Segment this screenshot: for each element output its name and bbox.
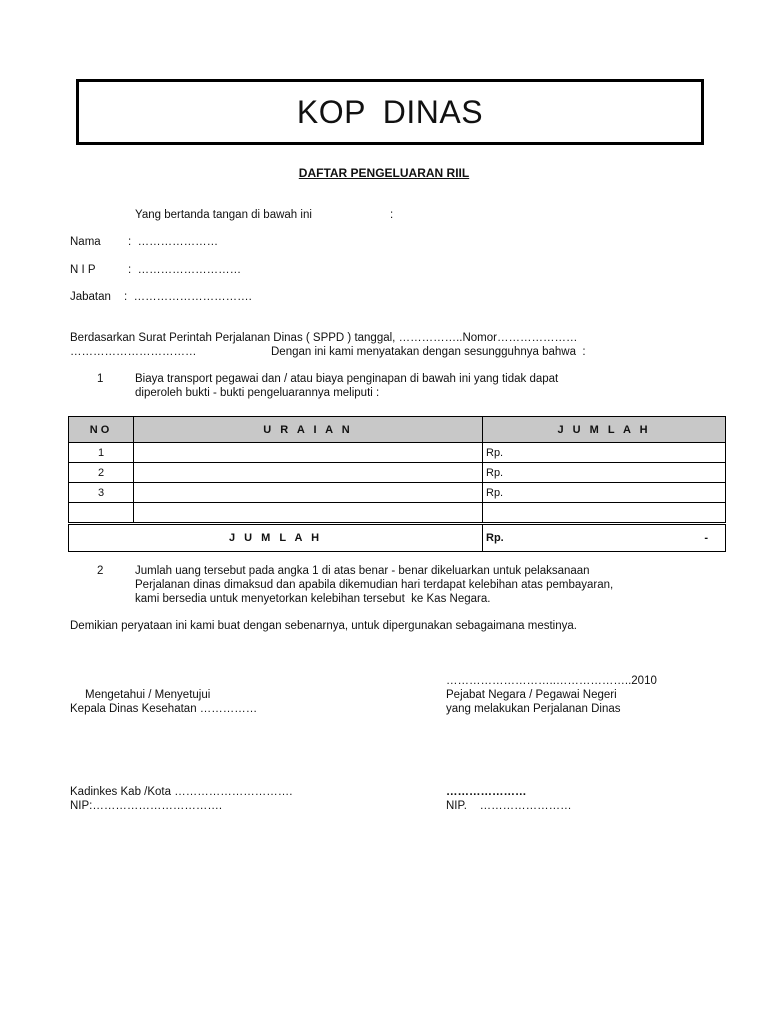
total-value: - — [704, 532, 708, 544]
row-no: 3 — [69, 483, 134, 503]
total-amount-cell — [483, 524, 726, 552]
kop-dinas-text: KOP DINAS — [296, 93, 484, 130]
point1-line1: Biaya transport pegawai dan / atau biaya penginapan di bawah ini yang tidak dapat — [135, 373, 559, 385]
table-row — [69, 443, 726, 463]
row-uraian — [134, 463, 483, 483]
row-no: 1 — [69, 443, 134, 463]
left-signer-name: Kadinkes Kab /Kota …………………………. — [70, 786, 293, 798]
header-uraian: U R A I A N — [134, 417, 483, 443]
point2-line1: Jumlah uang tersebut pada angka 1 di atas benar - benar dikeluarkan untuk pelaksanaan — [135, 565, 590, 577]
table-row — [69, 503, 726, 524]
document-title: DAFTAR PENGELUARAN RIIL — [298, 166, 470, 180]
jabatan-label: Jabatan — [70, 291, 111, 303]
right-signer-name: ………………… — [446, 786, 527, 798]
header-jumlah: J U M L A H — [483, 417, 726, 443]
table-row — [69, 483, 726, 503]
nama-value: : ………………… — [128, 236, 219, 248]
sppd-line: Berdasarkan Surat Perintah Perjalanan Dinas ( SPPD ) tanggal, ……………..Nomor………………… — [70, 332, 578, 344]
row-no: 2 — [69, 463, 134, 483]
row-jumlah: Rp. — [483, 483, 726, 503]
row-jumlah: Rp. — [483, 463, 726, 483]
kop-dinas-box — [76, 79, 704, 145]
point2-line3: kami bersedia untuk menyetorkan kelebihan tersebut ke Kas Negara. — [135, 593, 491, 605]
opening-text: Yang bertanda tangan di bawah ini — [135, 209, 312, 221]
point1-line2: diperoleh bukti - bukti pengeluarannya meliputi : — [135, 387, 380, 399]
closing-statement: Demikian peryataan ini kami buat dengan sebenarnya, untuk dipergunakan sebagaimana mestinya. — [70, 620, 577, 632]
total-label: J U M L A H — [69, 524, 483, 552]
row-jumlah — [483, 503, 726, 524]
row-uraian — [134, 503, 483, 524]
total-amount — [486, 532, 722, 544]
left-signer-nip: NIP:……………………………. — [70, 800, 223, 812]
point2-number: 2 — [97, 565, 104, 577]
left-sign-line1: Mengetahui / Menyetujui — [85, 689, 211, 701]
table-row — [69, 463, 726, 483]
table-total-row — [69, 524, 726, 552]
total-currency: Rp. — [486, 532, 504, 544]
table-header-row — [69, 417, 726, 443]
expense-table — [68, 416, 726, 552]
row-no — [69, 503, 134, 524]
opening-colon: : — [390, 209, 394, 221]
row-uraian — [134, 443, 483, 463]
signature-date: ………………………..………………..2010 — [446, 675, 657, 687]
statement-line: Dengan ini kami menyatakan dengan sesungguhnya bahwa : — [271, 346, 586, 358]
nip-value: : ……………………… — [128, 264, 242, 276]
row-uraian — [134, 483, 483, 503]
nama-label: Nama — [70, 236, 101, 248]
right-sign-line1: Pejabat Negara / Pegawai Negeri — [446, 689, 617, 701]
point2-line2: Perjalanan dinas dimaksud dan apabila dikemudian hari terdapat kelebihan atas pembayaran, — [135, 579, 614, 591]
nip-label: N I P — [70, 264, 96, 276]
jabatan-value: : …………………………. — [124, 291, 252, 303]
left-sign-line2: Kepala Dinas Kesehatan …………… — [70, 703, 258, 715]
right-sign-line2: yang melakukan Perjalanan Dinas — [446, 703, 621, 715]
row-jumlah: Rp. — [483, 443, 726, 463]
header-no: NO — [69, 417, 134, 443]
sppd-dots: …………………………… — [70, 346, 197, 358]
right-signer-nip: NIP. …………………… — [446, 800, 572, 812]
point1-number: 1 — [97, 373, 104, 385]
